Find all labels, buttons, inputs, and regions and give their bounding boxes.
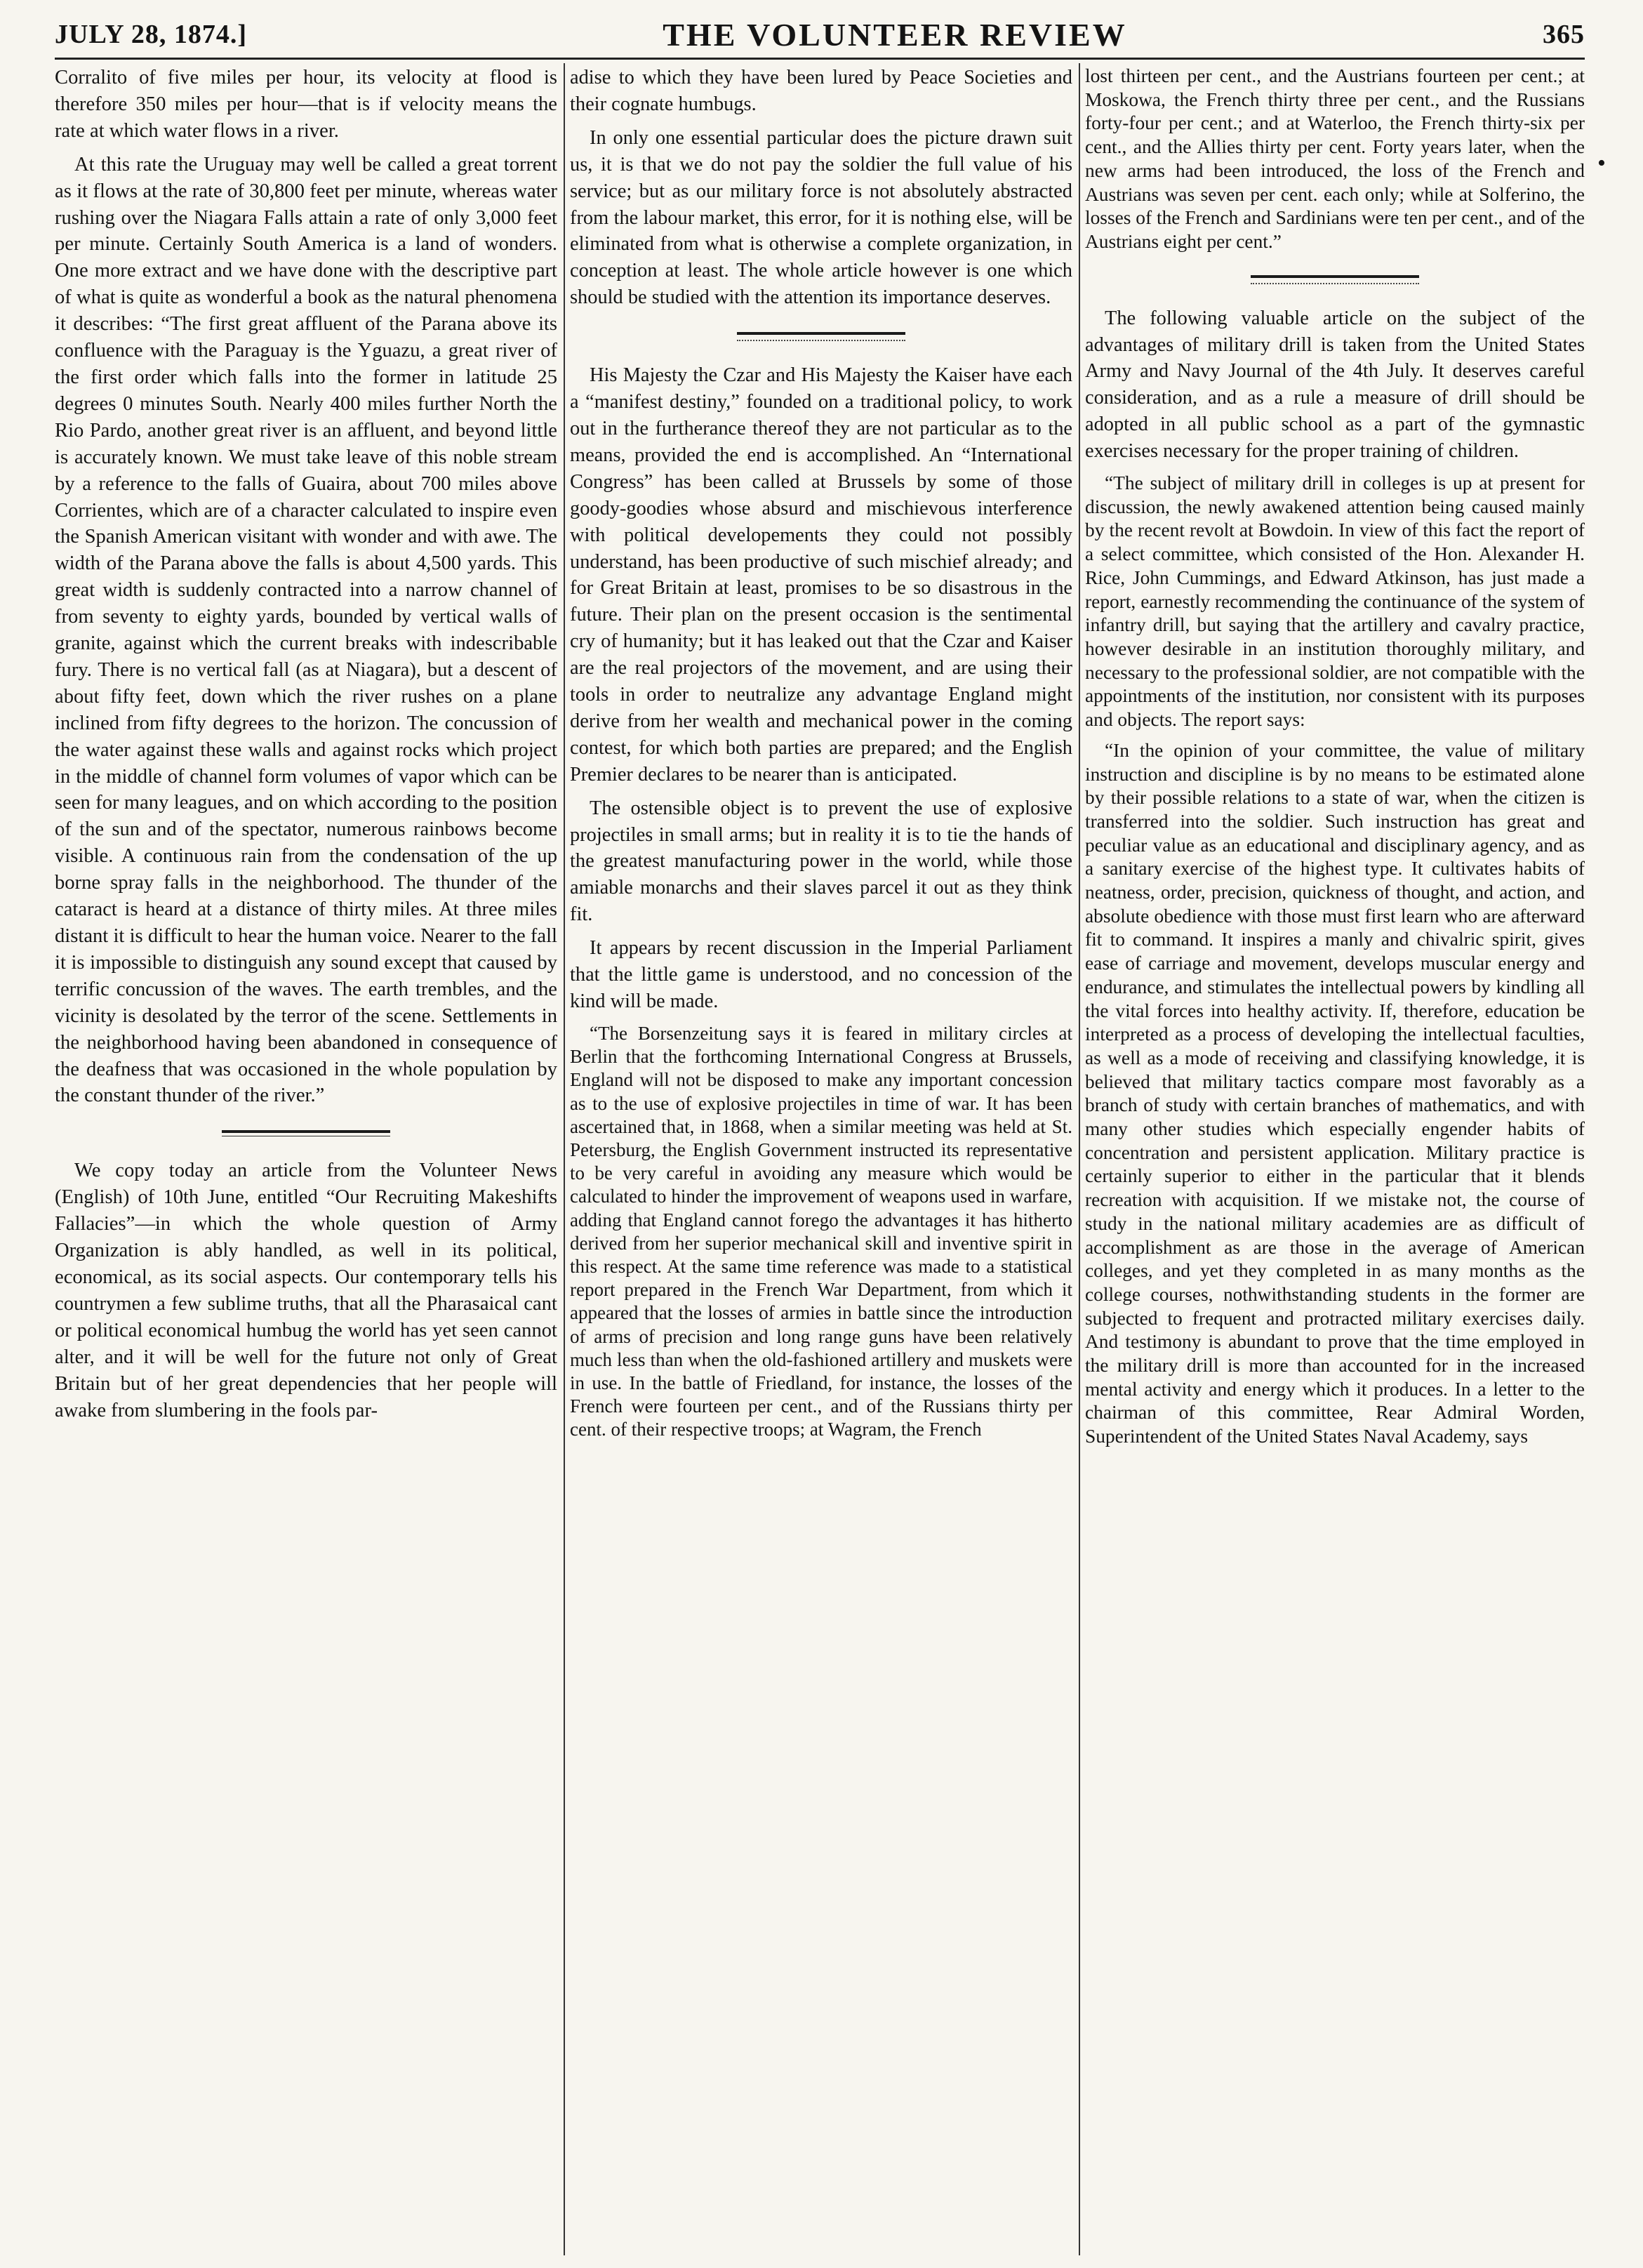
page-header — [55, 13, 1585, 56]
column-divider-1 — [564, 63, 565, 2255]
bowdoin-report-paragraph: “The subject of military drill in colleges is up at present for discussion, the newly awakened attention being caused mainly by the recent revolt at Bowdoin. In view of this fact the report of a select committee, which consisted of the Hon. Alexander H. Rice, John Cummings, and Edward Atkinson, has just made a report, earnestly recommending the continuance of the system of infantry drill, but saying that the artillery and cavalry practice, however desirable in an institution thoroughly military, and necessary to the professional soldier, are not compatible with the appointments of the institution, nor consistent with its purposes and objects. The report says: — [1085, 472, 1585, 731]
issue-date: JULY 28, 1874.] — [55, 20, 247, 49]
peace-societies-paragraph: adise to which they have been lured by Peace Societies and their cognate humbugs. — [570, 67, 1072, 115]
column-2 — [570, 65, 1072, 2254]
publication-title: THE VOLUNTEER REVIEW — [663, 16, 1127, 53]
column-divider-2 — [1079, 63, 1080, 2255]
section-divider-ornament — [737, 332, 905, 341]
column-1 — [55, 65, 557, 2254]
volunteer-news-paragraph: We copy today an article from the Volunteer News (English) of 10th June, entitled “Our Recruiting Makeshifts Fallacies”—in which the whole question of Army Organization is ably handled, as well in its political, economical, as its social aspects. Our contemporary tells his countrymen a few sublime truths, that all the Pharasaical cant or political economical humbug the world has yet seen cannot alter, and it will be well for the future not only of Great Britain but of her great dependencies that her people will awake from slumbering in the fools par- — [55, 1160, 557, 1421]
committee-opinion-paragraph: “In the opinion of your committee, the value of military instruction and discipline is by no means to be estimated alone by their possible relations to a state of war, when the citizen is transferred into the soldier. Such instruction has great and peculiar value as an educational and disciplinary agency, and as a sanitary exercise of the highest type. It cultivates habits of neatness, order, precision, quickness of thought, and action, and absolute obedience with those must first learn who are afterward fit to command. It inspires a manly and chivalric spirit, gives ease of carriage and movement, develops muscular energy and endurance, and stimulates the intellectual powers by kindling all the vital forces into healthy activity. If, therefore, education be interpreted as a process of developing the intellectual faculties, as well as a mode of receiving and classifying knowledge, it is believed that military tactics compare most favorably as a branch of study with certain branches of mathematics, and with many other studies which especially engender habits of concentration and persistent application. Military practice is certainly superior to either in the particular that it blends recreation with acquisition. If we mistake not, the course of study in the national military academies are as difficult of accomplishment as are those in the average of American colleges, and yet they completed in as many months as the college courses, nothwithstanding students in the former are subjected to frequent and protracted military exercises daily. And testimony is abundant to prove that the time employed in the military drill is more than accounted for in the increased mental activity and energy which it produces. In a letter to the chairman of this committee, Rear Admiral Worden, Superintendent of the United States Naval Academy, says — [1085, 739, 1585, 1447]
page-number: 365 — [1542, 20, 1585, 49]
czar-kaiser-paragraph: His Majesty the Czar and His Majesty the Kaiser have each a “manifest destiny,” founded on a traditional policy, to work out in the furtherance thereof they are not particular as to the means, provided the end is accomplished. An “International Congress” has been called at Brussels by some of those goody-goodies whose absurd and mischievous interference with political developements they could not possibly understand, has been productive of such mischief already; and for Great Britain at least, promises to be so disastrous in the future. Their plan on the present occasion is the sentimental cry of humanity; but it has leaked out that the Czar and Kaiser are the real projectors of the movement, and are using their tools in order to neutralize any advantage England might derive from her wealth and mechanical power in the coming contest, for which both parties are prepared; and the English Premier declares to be nearer than is anticipated. — [570, 364, 1072, 785]
soldier-pay-paragraph: In only one essential particular does the picture drawn suit us, it is that we do not pay the soldier the full value of his service; but as our military force is not absolutely abstracted from the labour market, this error, for it is nothing else, will be eliminated from what is otherwise a complete organization, in conception at least. The whole article however is one which should be studied with the attention its importance deserves. — [570, 126, 1072, 309]
margin-bullet-mark: • — [1597, 150, 1606, 176]
section-divider-ornament — [222, 1130, 390, 1136]
borsenzeitung-quote-paragraph: “The Borsenzeitung says it is feared in military circles at Berlin that the forthcoming International Congress at Brussels, England will not be disposed to make any important concession as to the use of explosive projectiles in time of war. It has been ascertained that, in 1868, when a similar meeting was held at St. Petersburg, the English Government instructed its representative to be very careful in avoiding any measure which would be calculated to hinder the improvement of weapons used in warfare, adding that England cannot forego the advantages it has hitherto derived from her superior mechanical skill and inventive spirit in this respect. At the same time reference was made to a statistical report prepared in the French War Department, from which it appeared that the losses of armies in battle since the introduction of arms of precision and long range guns have been relatively much less than when the old-fashioned artillery and muskets were in use. In the battle of Friedland, for instance, the losses of the French were fourteen per cent., and of the Russians thirty per cent. of their respective troops; at Wagram, the French — [570, 1022, 1072, 1440]
section-divider-ornament — [1251, 275, 1419, 284]
header-rule — [55, 58, 1585, 60]
military-drill-intro-paragraph: The following valuable article on the subject of the advantages of military drill is taken from the United States Army and Navy Journal of the 4th July. It deserves careful consideration, and as a rule a measure of drill should be adopted in all public school as a part of the gymnastic exercises necessary for the proper training of children. — [1085, 307, 1585, 463]
parana-falls-paragraph: At this rate the Uruguay may well be called a great torrent as it flows at the rate of 30,800 feet per minute, whereas water rushing over the Niagara Falls attain a rate of only 3,000 feet per minute. Certainly South America is a land of wonders. One more extract and we have done with the descriptive part of what is quite as wonderful a book as the natural phenomena it describes: “The first great affluent of the Parana above its confluence with the Paraguay is the Yguazu, a great river of the first order which falls into the former in latitude 25 degrees 0 minutes South. Nearly 400 miles further North the Rio Pardo, another great river is an affluent, and beyond little is accurately known. We must take leave of this noble stream by a reference to the falls of Guaira, about 700 miles above Corrientes, which are of a character calculated to inspire even the Spanish American visitant with wonder and with awe. The width of the Parana above the falls is about 4,500 yards. This great width is suddenly contracted into a narrow channel of from seventy to eighty yards, bounded by vertical walls of granite, against which the current breaks with indescribable fury. There is no vertical fall (as at Niagara), but a descent of about fifty feet, down which the river rushes on a plane inclined from fifty degrees to the horizon. The concussion of the water against these walls and against rocks which project in the middle of channel form volumes of vapor which can be seen for many leagues, and on which according to the position of the sun and of the spectator, numerous rainbows become visible. A continuous rain from the condensation of the up borne spray falls in the neighborhood. The thunder of the cataract is heard at a distance of thirty miles. At three miles distant it is difficult to hear the human voice. Nearer to the fall it is impossible to distinguish any sound except that caused by terrific concussion of the waves. The earth trembles, and the vicinity is desolated by the terror of the scene. Settlements in the neighborhood having been abandoned in consequence of the deafness that was occasioned in the whole population by the constant thunder of the river.” — [55, 153, 557, 1107]
uruguay-velocity-paragraph: Corralito of five miles per hour, its velocity at flood is therefore 350 miles per hour—that is if velocity means the rate at which water flows in a river. — [55, 67, 557, 142]
explosive-projectiles-paragraph: The ostensible object is to prevent the use of explosive projectiles in small arms; but in reality it is to tie the hands of the greatest manufacturing power in the world, while those amiable monarchs and their slaves parcel it out as they think fit. — [570, 797, 1072, 926]
column-3 — [1085, 65, 1585, 2254]
imperial-parliament-paragraph: It appears by recent discussion in the Imperial Parliament that the little game is understood, and no concession of the kind will be made. — [570, 937, 1072, 1012]
battle-losses-paragraph: lost thirteen per cent., and the Austrians fourteen per cent.; at Moskowa, the French thirty three per cent., and the Russians forty-four per cent.; and at Waterloo, the French thirty-six per cent., and the Allies thirty per cent. Forty years later, when the new arms had been introduced, the loss of the French and Austrians was seven per cent. each only; while at Solferino, the losses of the French and Sardinians were ten per cent., and of the Austrians eight per cent.” — [1085, 65, 1585, 252]
